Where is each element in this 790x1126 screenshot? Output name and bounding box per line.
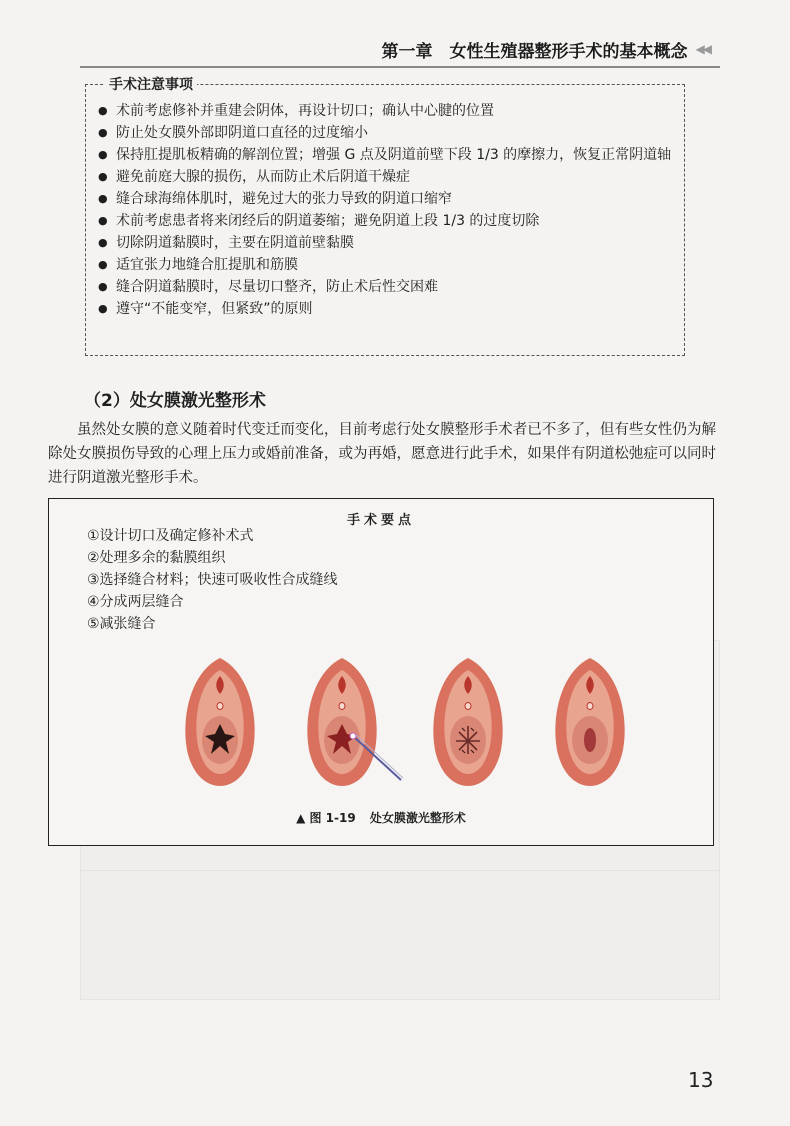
header-rule xyxy=(80,66,720,68)
list-item: ③选择缝合材料；快速可吸收性合成缝线 xyxy=(87,572,338,588)
list-item: ● 缝合阴道黏膜时，尽量切口整齐，防止术后性交困难 xyxy=(96,276,676,298)
chapter-header xyxy=(300,34,710,64)
section-title: （2）处女膜激光整形术 xyxy=(84,391,266,411)
anatomy-stage-2-laser-icon xyxy=(301,654,411,790)
list-item: ● 保持肛提肌板精确的解剖位置；增强 G 点及阴道前壁下段 1/3 的摩擦力，恢复正常阴道轴 xyxy=(96,144,676,166)
list-item: ②处理多余的黏膜组织 xyxy=(87,550,226,566)
list-item: ①设计切口及确定修补术式 xyxy=(87,528,254,544)
figure-caption xyxy=(49,809,713,826)
list-item: ⑤减张缝合 xyxy=(87,616,156,632)
notes-title: 手术注意事项 xyxy=(105,74,197,94)
list-item: ● 防止处女膜外部即阴道口直径的过度缩小 xyxy=(96,122,676,144)
figure-heading: 手术要点 xyxy=(346,513,415,528)
list-item: ④分成两层缝合 xyxy=(87,594,184,610)
list-item: ● 适宜张力地缝合肛提肌和筋膜 xyxy=(96,254,676,276)
page-number: 13 xyxy=(688,1068,714,1092)
caption-marker-icon: ▲ xyxy=(296,811,306,825)
list-item: ● 避免前庭大腺的损伤，从而防止术后阴道干燥症 xyxy=(96,166,676,188)
body-paragraph: 虽然处女膜的意义随着时代变迁而变化，目前考虑行处女膜整形手术者已不多了，但有些女性仍为解除处女膜损伤导致的心理上压力或婚前准备，或为再婚，愿意进行此手术，如果伴有阴道松弛症可以同时进行阴道激光整形手术。 xyxy=(48,422,716,486)
double-triangle-icon: ◀◀ xyxy=(695,42,710,56)
anatomy-stage-1-icon xyxy=(179,654,261,790)
chapter-title: 第一章 女性生殖器整形手术的基本概念 xyxy=(381,41,688,62)
list-item: ● 切除阴道黏膜时，主要在阴道前壁黏膜 xyxy=(96,232,676,254)
notes-list xyxy=(96,100,676,320)
list-item: ● 术前考虑患者将来闭经后的阴道萎缩；避免阴道上段 1/3 的过度切除 xyxy=(96,210,676,232)
reverse-page-bleed-lower xyxy=(80,870,720,1000)
list-item: ● 缝合球海绵体肌时，避免过大的张力导致的阴道口缩窄 xyxy=(96,188,676,210)
illustration-row xyxy=(179,654,639,794)
caption-text: 处女膜激光整形术 xyxy=(369,811,466,825)
steps-list xyxy=(87,525,338,635)
list-item: ● 遵守“不能变窄，但紧致”的原则 xyxy=(96,298,676,320)
anatomy-stage-3-sutured-icon xyxy=(427,654,509,790)
caption-number: 图 1-19 xyxy=(309,811,356,825)
list-item: ● 术前考虑修补并重建会阴体，再设计切口；确认中心腱的位置 xyxy=(96,100,676,122)
figure-box xyxy=(48,498,714,846)
anatomy-stage-4-healed-icon xyxy=(549,654,631,790)
